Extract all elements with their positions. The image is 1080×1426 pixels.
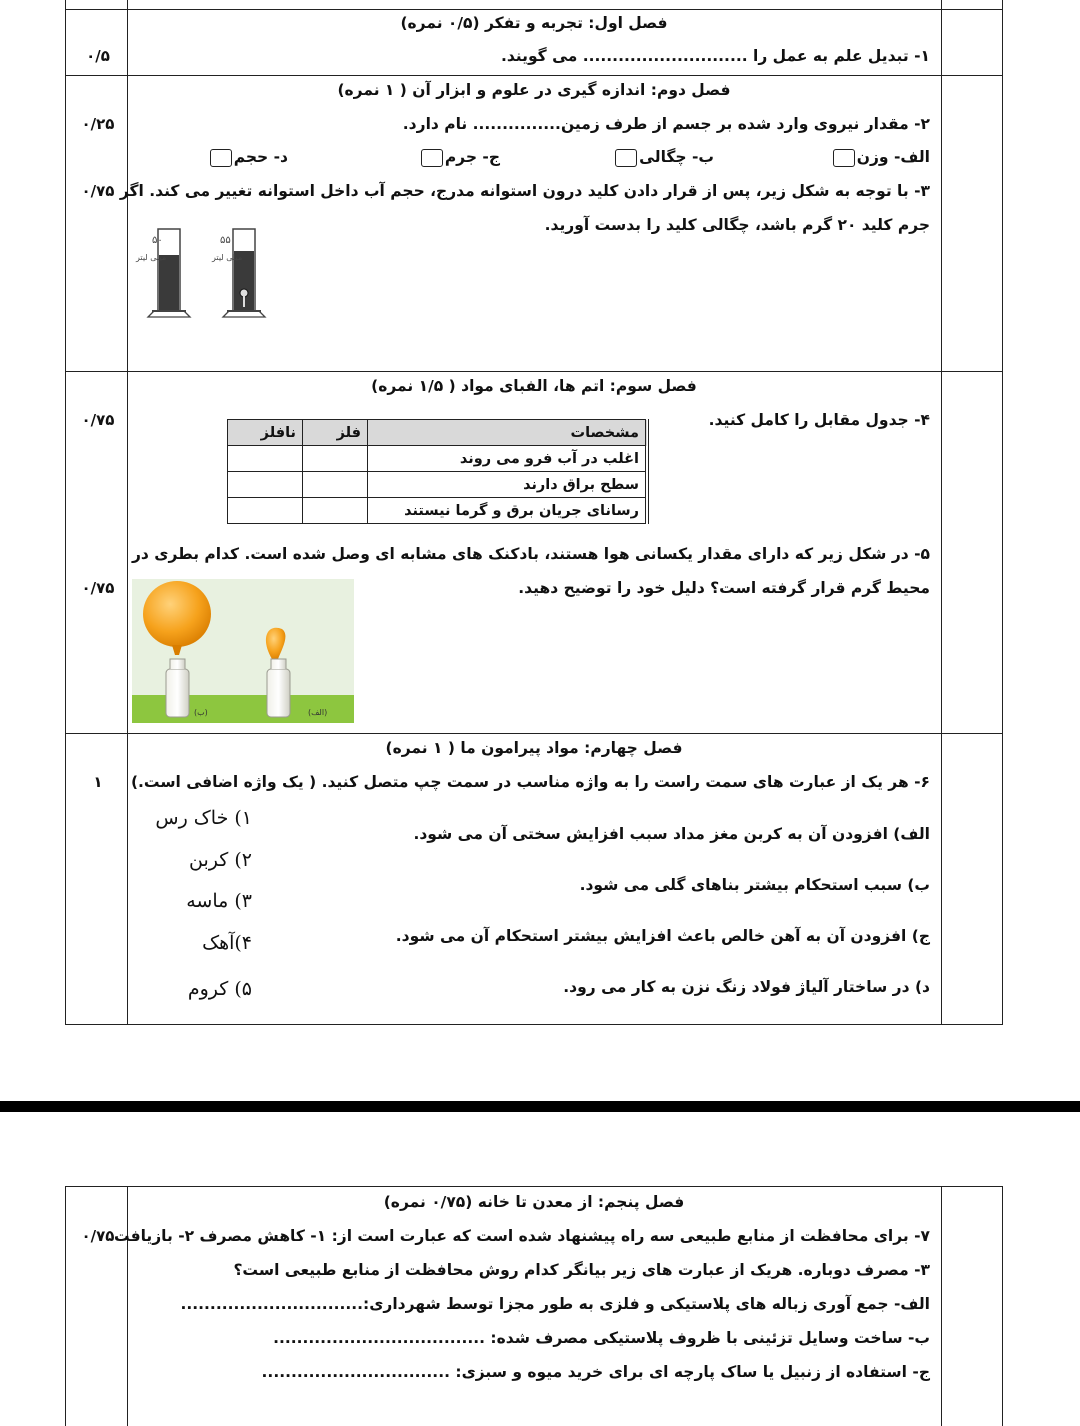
table-answer-cell[interactable] xyxy=(228,472,303,498)
section2-heading: فصل دوم: اندازه گیری در علوم و ابزار آن ( ۱ نمره) xyxy=(337,81,731,99)
q2-option-c-label: ج- جرم xyxy=(444,148,500,166)
question-5-score: ۰/۷۵ xyxy=(81,579,115,597)
question-7-line2: ۳- مصرف دوباره. هریک از عبارت های زیر بیانگر کدام روش محافظت از منابع طبیعی است؟ xyxy=(233,1261,930,1279)
table-answer-cell[interactable] xyxy=(228,446,303,472)
table-header-cell: فلز xyxy=(303,420,368,446)
section1-heading: فصل اول: تجربه و تفکر (۰/۵ نمره) xyxy=(400,14,668,32)
table-answer-cell[interactable] xyxy=(303,446,368,472)
table-header-cell: مشخصات xyxy=(368,420,648,446)
table-row xyxy=(228,446,648,472)
q6-word-2: ۲) کربن xyxy=(189,849,252,871)
q2-option-b[interactable] xyxy=(615,148,714,167)
q2-option-c[interactable] xyxy=(421,148,500,167)
table-row xyxy=(228,472,648,498)
metals-nonmetals-table xyxy=(227,419,649,524)
section4-heading: فصل چهارم: مواد پیرامون ما ( ۱ نمره) xyxy=(385,739,683,757)
cylinder-right-unit: میلی لیتر xyxy=(136,253,167,262)
table-answer-cell[interactable] xyxy=(228,498,303,524)
question-5-line2: محیط گرم قرار گرفته است؟ دلیل خود را توضیح دهید. xyxy=(518,579,930,597)
table-header-cell: نافلز xyxy=(228,420,303,446)
question-2: ۲- مقدار نیروی وارد شده بر جسم از طرف زمین............... نام دارد. xyxy=(402,115,930,133)
q2-option-d-label: د- حجم xyxy=(233,148,288,166)
question-6: ۶- هر یک از عبارت های سمت راست را به واژه مناسب در سمت چپ متصل کنید. ( یک واژه اضافی است.) xyxy=(130,773,930,791)
question-3-line1: ۳- با توجه به شکل زیر، پس از قرار دادن کلید درون استوانه مدرج، حجم آب داخل استوانه تغییر می کند. اگر xyxy=(119,182,930,200)
question-3-score: ۰/۷۵ xyxy=(81,182,115,200)
question-3-line2: جرم کلید ۲۰ گرم باشد، چگالی کلید را بدست آورید. xyxy=(544,216,930,234)
q7-item-a: الف- جمع آوری زباله های پلاستیکی و فلزی به طور مجزا توسط شهرداری:............................... xyxy=(180,1295,930,1313)
q2-option-a-label: الف- وزن xyxy=(856,148,930,166)
q2-option-b-label: ب- چگالی xyxy=(639,148,714,166)
q2-option-b-checkbox[interactable] xyxy=(615,149,637,167)
table-answer-cell[interactable] xyxy=(303,498,368,524)
q6-statement-c: ج) افزودن آن به آهن خالص باعث افزایش بیشتر استحکام آن می شود. xyxy=(395,927,930,945)
question-7-line1: ۷- برای محافظت از منابع طبیعی سه راه پیشنهاد شده است که عبارت است از: ۱- کاهش مصرف ۲- بازیافت xyxy=(114,1227,930,1245)
question-1-score: ۰/۵ xyxy=(86,47,110,65)
q2-option-a-checkbox[interactable] xyxy=(833,149,855,167)
cylinder-right-value: ۵۰ xyxy=(152,235,163,246)
q6-statement-d: د) در ساختار آلیاژ فولاد زنگ نزن به کار می رود. xyxy=(563,978,930,996)
q6-word-3: ۳) ماسه xyxy=(186,890,252,912)
q6-statement-a: الف) افزودن آن به کربن مغز مداد سبب افزایش سختی آن می شود. xyxy=(413,825,930,843)
bottle-label-a: (الف) xyxy=(308,708,328,717)
table-answer-cell[interactable] xyxy=(303,472,368,498)
cylinder-left-unit: میلی لیتر xyxy=(212,253,243,262)
q6-word-5: ۵) کروم xyxy=(187,978,252,1000)
q6-word-1: ۱) خاک رس xyxy=(155,807,252,829)
question-6-score: ۱ xyxy=(93,773,103,791)
section4-row xyxy=(66,733,1002,1024)
table-row-label: اغلب در آب فرو می روند xyxy=(368,446,648,472)
table-row xyxy=(228,498,648,524)
q6-statement-b: ب) سبب استحکام بیشتر بناهای گلی می شود. xyxy=(579,876,930,894)
section3-row xyxy=(66,371,1002,734)
page-separator-bar xyxy=(0,1101,1080,1112)
table-header-row xyxy=(228,420,648,446)
bottle-label-b: (ب) xyxy=(194,708,208,717)
table-row-label: رسانای جریان برق و گرما نیستند xyxy=(368,498,648,524)
q7-item-b: ب- ساخت وسایل تزئینی با ظروف پلاستیکی مصرف شده: .................................... xyxy=(273,1329,930,1347)
exam-sheet-page2 xyxy=(65,1186,1003,1426)
question-4: ۴- جدول مقابل را کامل کنید. xyxy=(708,411,930,429)
question-5-line1: ۵- در شکل زیر که دارای مقدار یکسانی هوا هستند، بادکنک های مشابه ای وصل شده است. کدام بطری در xyxy=(131,545,930,563)
q6-word-4: ۴)آهک xyxy=(202,932,252,954)
q2-option-d[interactable] xyxy=(210,148,288,167)
q2-option-c-checkbox[interactable] xyxy=(421,149,443,167)
table-row-label: سطح براق دارند xyxy=(368,472,648,498)
question-4-score: ۰/۷۵ xyxy=(81,411,115,429)
margin-column-divider xyxy=(941,1187,942,1426)
question-7-score: ۰/۷۵ xyxy=(81,1227,115,1245)
question-2-score: ۰/۲۵ xyxy=(81,115,115,133)
q2-option-d-checkbox[interactable] xyxy=(210,149,232,167)
q7-item-c: ج- استفاده از زنبیل یا ساک پارچه ای برای خرید میوه و سبزی: ................................ xyxy=(261,1363,930,1381)
exam-sheet-page1 xyxy=(65,0,1003,1025)
section2-row xyxy=(66,75,1002,372)
section3-heading: فصل سوم: اتم ها، الفبای مواد ( ۱/۵ نمره) xyxy=(371,377,697,395)
q2-option-a[interactable] xyxy=(833,148,930,167)
section5-heading: فصل پنجم: از معدن تا خانه (۰/۷۵ نمره) xyxy=(383,1193,685,1211)
section1-row xyxy=(66,9,1002,76)
question-1: ۱- تبدیل علم به عمل را ............................ می گویند. xyxy=(500,47,930,65)
balloon-bottles-figure xyxy=(132,579,354,723)
score-column-divider xyxy=(127,1187,128,1426)
cylinder-left-value: ۵۵ xyxy=(220,235,231,246)
